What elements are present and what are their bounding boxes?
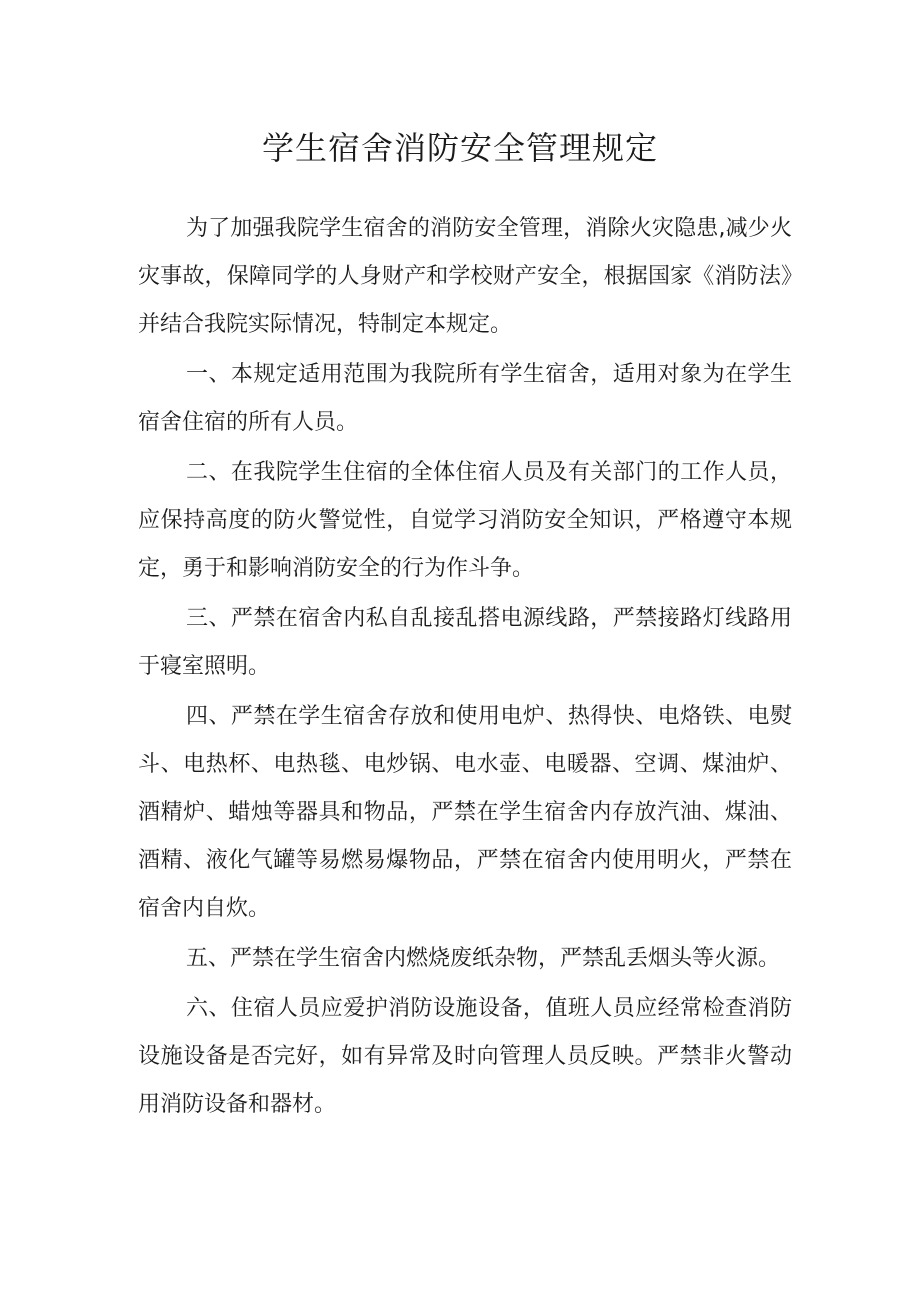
paragraph-article-3: 三、严禁在宿舍内私自乱接乱搭电源线路，严禁接路灯线路用于寝室照明。 (138, 606, 792, 679)
paragraph-article-4: 四、严禁在学生宿舍存放和使用电炉、热得快、电烙铁、电熨斗、电热杯、电热毯、电炒锅、电水壶、电暖器、空调、煤油炉、酒精炉、蜡烛等器具和物品，严禁在学生宿舍内存放汽油、煤油、酒精、液化气罐等易燃易爆物品，严禁在宿舍内使用明火，严禁在宿舍内自炊。 (138, 704, 792, 921)
paragraph-article-5: 五、严禁在学生宿舍内燃烧废纸杂物，严禁乱丢烟头等火源。 (186, 946, 781, 971)
paragraph-article-2: 二、在我院学生住宿的全体住宿人员及有关部门的工作人员，应保持高度的防火警觉性，自觉学习消防安全知识，严格遵守本规定，勇于和影响消防安全的行为作斗争。 (138, 460, 792, 581)
document-body (138, 205, 792, 1129)
paragraph-intro: 为了加强我院学生宿舍的消防安全管理，消除火灾隐患,减少火灾事故，保障同学的人身财产和学校财产安全，根据国家《消防法》并结合我院实际情况，特制定本规定。 (138, 216, 792, 337)
paragraph-article-6: 六、住宿人员应爱护消防设施设备，值班人员应经常检查消防设施设备是否完好，如有异常及时向管理人员反映。严禁非火警动用消防设备和器材。 (138, 996, 792, 1117)
paragraph-article-1: 一、本规定适用范围为我院所有学生宿舍，适用对象为在学生宿舍住宿的所有人员。 (138, 362, 792, 435)
document-title: 学生宿舍消防安全管理规定 (261, 129, 658, 167)
